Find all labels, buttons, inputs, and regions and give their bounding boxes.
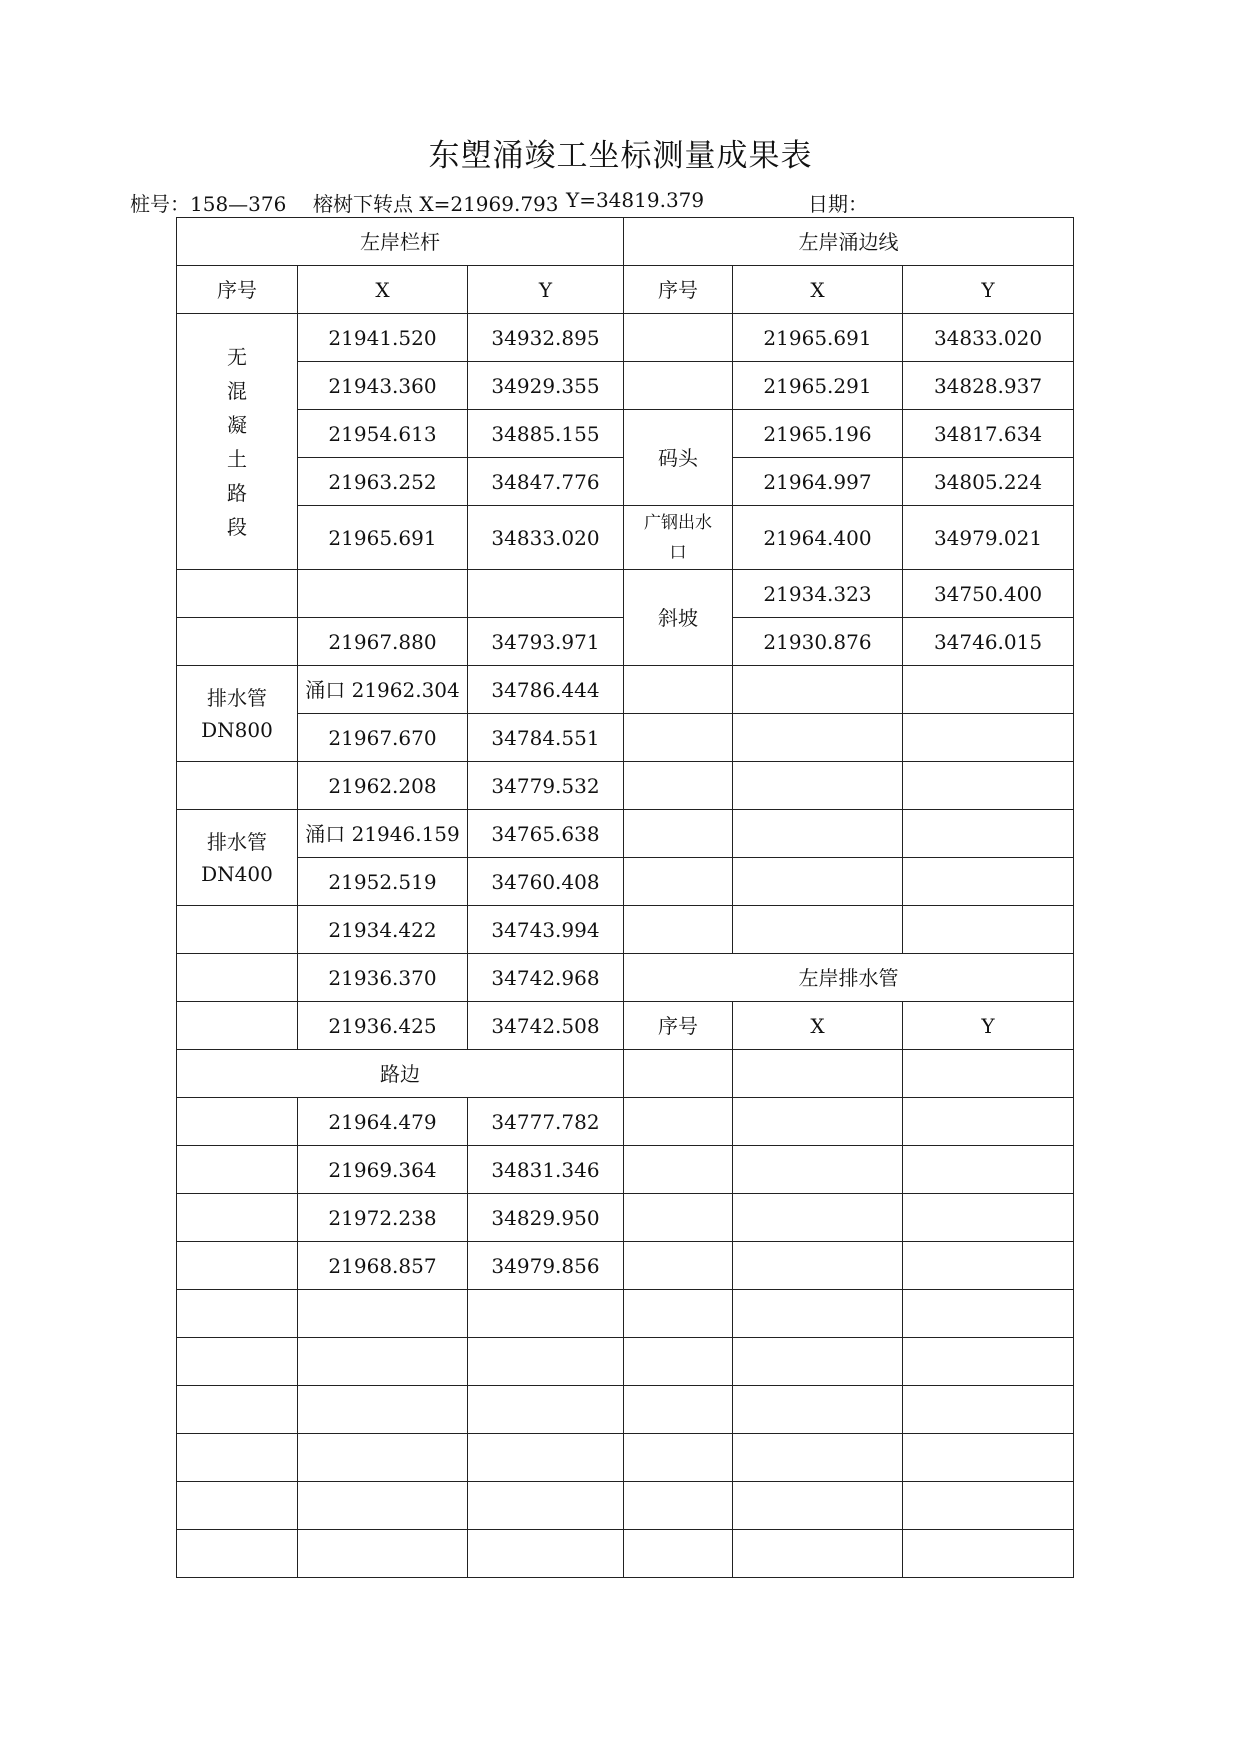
pile-number: 桩号：158—376 [130, 192, 287, 216]
reference-point-x: 榕树下转点 X=21969.793 [313, 192, 559, 216]
cell-x: 21943.360 [298, 362, 468, 410]
table-row [177, 1434, 1074, 1482]
table-row [177, 1098, 1074, 1146]
cell-y: 34743.994 [468, 906, 624, 954]
cell-y: 34831.346 [468, 1146, 624, 1194]
cell-x: 21963.252 [298, 458, 468, 506]
cell-x: 21934.422 [298, 906, 468, 954]
cell-y [468, 570, 624, 618]
col-header: X [298, 266, 468, 314]
cell-y: 34929.355 [468, 362, 624, 410]
cell-y: 34828.937 [903, 362, 1074, 410]
cell-y: 34833.020 [903, 314, 1074, 362]
group-label-xiepo: 斜坡 [624, 570, 733, 666]
table-row [177, 1146, 1074, 1194]
cell-x: 21964.400 [733, 506, 903, 570]
table-row [177, 762, 1074, 810]
col-header: 序号 [624, 1002, 733, 1050]
cell-y: 34750.400 [903, 570, 1074, 618]
cell-y: 34979.021 [903, 506, 1074, 570]
cell-y: 34742.508 [468, 1002, 624, 1050]
table-row [177, 1290, 1074, 1338]
cell-x: 21930.876 [733, 618, 903, 666]
left-railing-title: 左岸栏杆 [177, 218, 624, 266]
cell-x: 21968.857 [298, 1242, 468, 1290]
table-row [177, 314, 1074, 362]
group-label-guanggang: 广钢出水 口 [624, 506, 733, 570]
cell-x: 21967.880 [298, 618, 468, 666]
cell-x: 21964.997 [733, 458, 903, 506]
table-row [177, 506, 1074, 570]
cell-x: 21952.519 [298, 858, 468, 906]
cell-x: 21934.323 [733, 570, 903, 618]
cell-y: 34777.782 [468, 1098, 624, 1146]
cell-y: 34786.444 [468, 666, 624, 714]
table-row [177, 1386, 1074, 1434]
col-header: Y [903, 1002, 1074, 1050]
cell-y: 34784.551 [468, 714, 624, 762]
info-line [0, 188, 1241, 214]
cell-x: 21954.613 [298, 410, 468, 458]
group-label-wuhunning: 无 混 凝 土 路 段 [177, 314, 298, 570]
cell-seq [624, 362, 733, 410]
cell-y: 34829.950 [468, 1194, 624, 1242]
cell-y: 34742.968 [468, 954, 624, 1002]
col-header: X [733, 1002, 903, 1050]
group-label-dn400: 排水管 DN400 [177, 810, 298, 906]
cell-seq [177, 1002, 298, 1050]
table-row [177, 1002, 1074, 1050]
cell-x: 21936.425 [298, 1002, 468, 1050]
cell-x: 21964.479 [298, 1098, 468, 1146]
date-label: 日期： [808, 192, 868, 216]
cell-x: 21941.520 [298, 314, 468, 362]
cell-x: 21972.238 [298, 1194, 468, 1242]
table-row [177, 1194, 1074, 1242]
table-row [177, 858, 1074, 906]
cell-seq [177, 618, 298, 666]
cell-x: 21965.196 [733, 410, 903, 458]
group-label-dn800: 排水管 DN800 [177, 666, 298, 762]
drain-pipe-title: 左岸排水管 [624, 954, 1074, 1002]
cell-seq [624, 314, 733, 362]
cell-y: 34805.224 [903, 458, 1074, 506]
table-row [177, 410, 1074, 458]
table-row [177, 954, 1074, 1002]
reference-point-y: Y=34819.379 [566, 188, 705, 212]
table-row [177, 714, 1074, 762]
col-header: Y [903, 266, 1074, 314]
table-row [177, 1482, 1074, 1530]
table-row [177, 1050, 1074, 1098]
cell-seq [177, 1242, 298, 1290]
page-title: 东塱涌竣工坐标测量成果表 [428, 138, 813, 174]
cell-seq [177, 954, 298, 1002]
table-row [177, 570, 1074, 618]
cell-x: 涌口 21962.304 [298, 666, 468, 714]
cell-seq [177, 570, 298, 618]
table-row [177, 906, 1074, 954]
header-row [177, 266, 1074, 314]
cell-y: 34817.634 [903, 410, 1074, 458]
cell-y: 34779.532 [468, 762, 624, 810]
col-header: X [733, 266, 903, 314]
cell-x: 21965.691 [298, 506, 468, 570]
cell-y: 34746.015 [903, 618, 1074, 666]
cell-seq [177, 762, 298, 810]
cell-y: 34793.971 [468, 618, 624, 666]
col-header: Y [468, 266, 624, 314]
right-edge-title: 左岸涌边线 [624, 218, 1074, 266]
cell-x: 21962.208 [298, 762, 468, 810]
cell-y: 34847.776 [468, 458, 624, 506]
col-header: 序号 [624, 266, 733, 314]
group-label-matou: 码头 [624, 410, 733, 506]
table-row [177, 666, 1074, 714]
cell-x: 21965.691 [733, 314, 903, 362]
cell-x: 21969.364 [298, 1146, 468, 1194]
survey-table [176, 217, 1074, 1578]
cell-y: 34979.856 [468, 1242, 624, 1290]
cell-y: 34932.895 [468, 314, 624, 362]
col-header: 序号 [177, 266, 298, 314]
cell-seq [177, 906, 298, 954]
cell-x [298, 570, 468, 618]
cell-x: 涌口 21946.159 [298, 810, 468, 858]
table-row [177, 1338, 1074, 1386]
cell-y: 34833.020 [468, 506, 624, 570]
table-row [177, 810, 1074, 858]
table-row [177, 1242, 1074, 1290]
cell-seq [177, 1146, 298, 1194]
cell-seq [177, 1098, 298, 1146]
table-row [177, 1530, 1074, 1578]
cell-x: 21965.291 [733, 362, 903, 410]
cell-x: 21967.670 [298, 714, 468, 762]
cell-y: 34885.155 [468, 410, 624, 458]
cell-y: 34765.638 [468, 810, 624, 858]
cell-seq [177, 1194, 298, 1242]
table-row [177, 362, 1074, 410]
cell-y: 34760.408 [468, 858, 624, 906]
cell-x: 21936.370 [298, 954, 468, 1002]
road-edge-title: 路边 [177, 1050, 624, 1098]
